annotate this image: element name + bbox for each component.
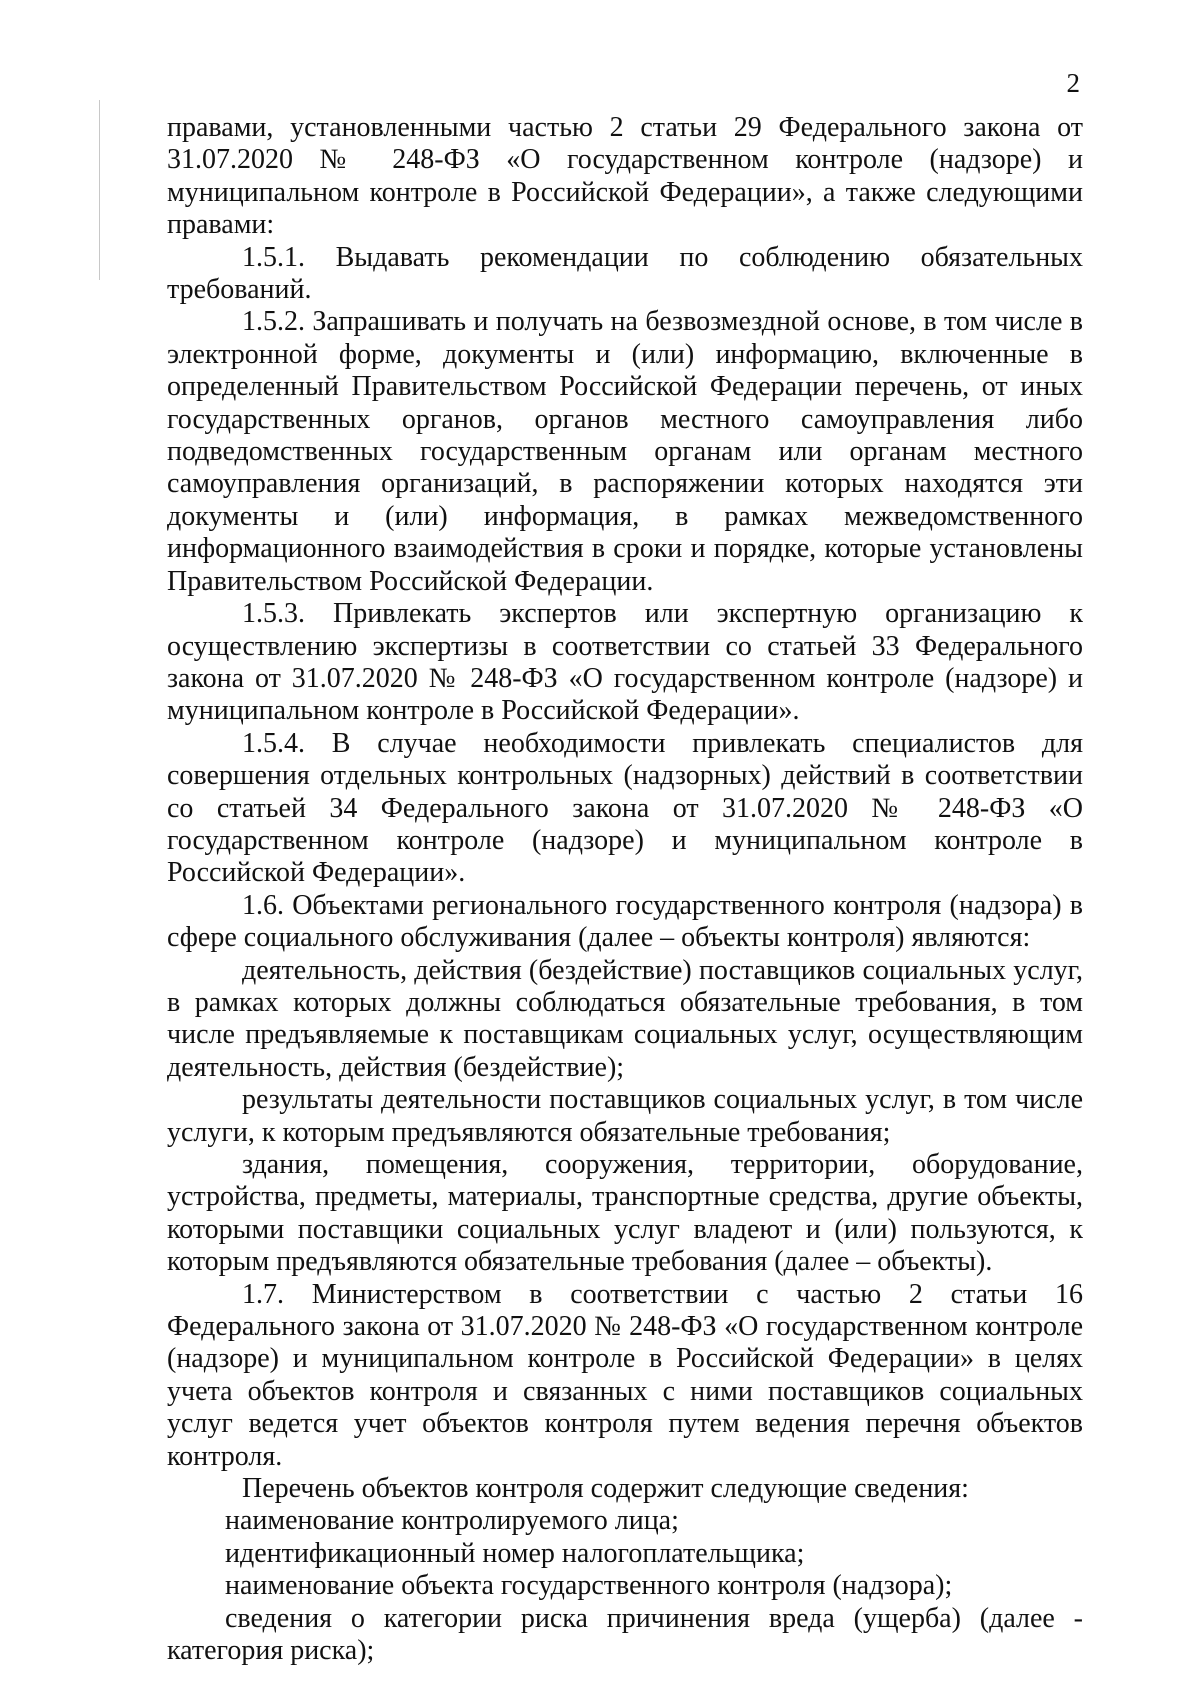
paragraph-1-5-1: 1.5.1. Выдавать рекомендации по соблюдению обязательных требований. xyxy=(167,241,1083,306)
paragraph-1-5-2: 1.5.2. Запрашивать и получать на безвозмездной основе, в том числе в электронной форме, документы и (или) информацию, включенные в определенный Правительством Российской Федерации перечень, от иных государственных органов, органов местного самоуправления либо подведомственных государственным органам или органам местного самоуправления организаций, в распоряжении которых находятся эти документы и (или) информация, в рамках межведомственного информационного взаимодействия в сроки и порядке, которые установлены Правительством Российской Федерации. xyxy=(167,306,1083,597)
paragraph-list-intro: Перечень объектов контроля содержит следующие сведения: xyxy=(242,1473,969,1505)
paragraph-continuation: правами, установленными частью 2 статьи 29 Федерального закона от 31.07.2020 № 248-ФЗ «О государственном контроле (надзоре) и муниципальном контроле в Российской Федерации», а также следующими правами: xyxy=(167,112,1083,241)
list-item-results: результаты деятельности поставщиков социальных услуг, в том числе услуги, к которым предъявляются обязательные требования; xyxy=(167,1084,1083,1148)
list-item-activity: деятельность, действия (бездействие) поставщиков социальных услуг, в рамках которых должны соблюдаться обязательные требования, в том числе предъявляемые к поставщикам социальных услуг, осуществляющим деятельность, действия (бездействие); xyxy=(167,954,1083,1083)
scan-margin-mark xyxy=(99,100,100,280)
document-body xyxy=(167,112,1083,1668)
list-item-buildings: здания, помещения, сооружения, территории, оборудование, устройства, предметы, материалы, транспортные средства, другие объекты, которыми поставщики социальных услуг владеют и (или) пользуются, к которым предъявляются обязательные требования (далее – объекты). xyxy=(167,1149,1083,1278)
list-item-risk-category: сведения о категории риска причинения вреда (ущерба) (далее - категория риска); xyxy=(167,1602,1083,1667)
paragraph-1-6: 1.6. Объектами регионального государственного контроля (надзора) в сфере социального обслуживания (далее – объекты контроля) являются: xyxy=(167,889,1083,954)
paragraph-1-7: 1.7. Министерством в соответствии с частью 2 статьи 16 Федерального закона от 31.07.2020 № 248-ФЗ «О государственном контроле (надзоре) и муниципальном контроле в Российской Федерации» в целях учета объектов контроля и связанных с ними поставщиков социальных услуг ведется учет объектов контроля путем ведения перечня объектов контроля. xyxy=(167,1278,1083,1472)
list-item-name: наименование контролируемого лица; xyxy=(225,1505,679,1537)
paragraph-1-5-4: 1.5.4. В случае необходимости привлекать специалистов для совершения отдельных контрольных (надзорных) действий в соответствии со статьей 34 Федерального закона от 31.07.2020 № 248-ФЗ «О государственном контроле (надзоре) и муниципальном контроле в Российской Федерации». xyxy=(167,727,1083,889)
paragraph-1-5-3: 1.5.3. Привлекать экспертов или экспертную организацию к осуществлению экспертизы в соответствии со статьей 33 Федерального закона от 31.07.2020 № 248-ФЗ «О государственном контроле (надзоре) и муниципальном контроле в Российской Федерации». xyxy=(167,598,1083,727)
list-item-inn: идентификационный номер налогоплательщика; xyxy=(225,1537,805,1569)
page-number: 2 xyxy=(1066,68,1080,98)
list-item-object-name: наименование объекта государственного контроля (надзора); xyxy=(225,1570,953,1602)
